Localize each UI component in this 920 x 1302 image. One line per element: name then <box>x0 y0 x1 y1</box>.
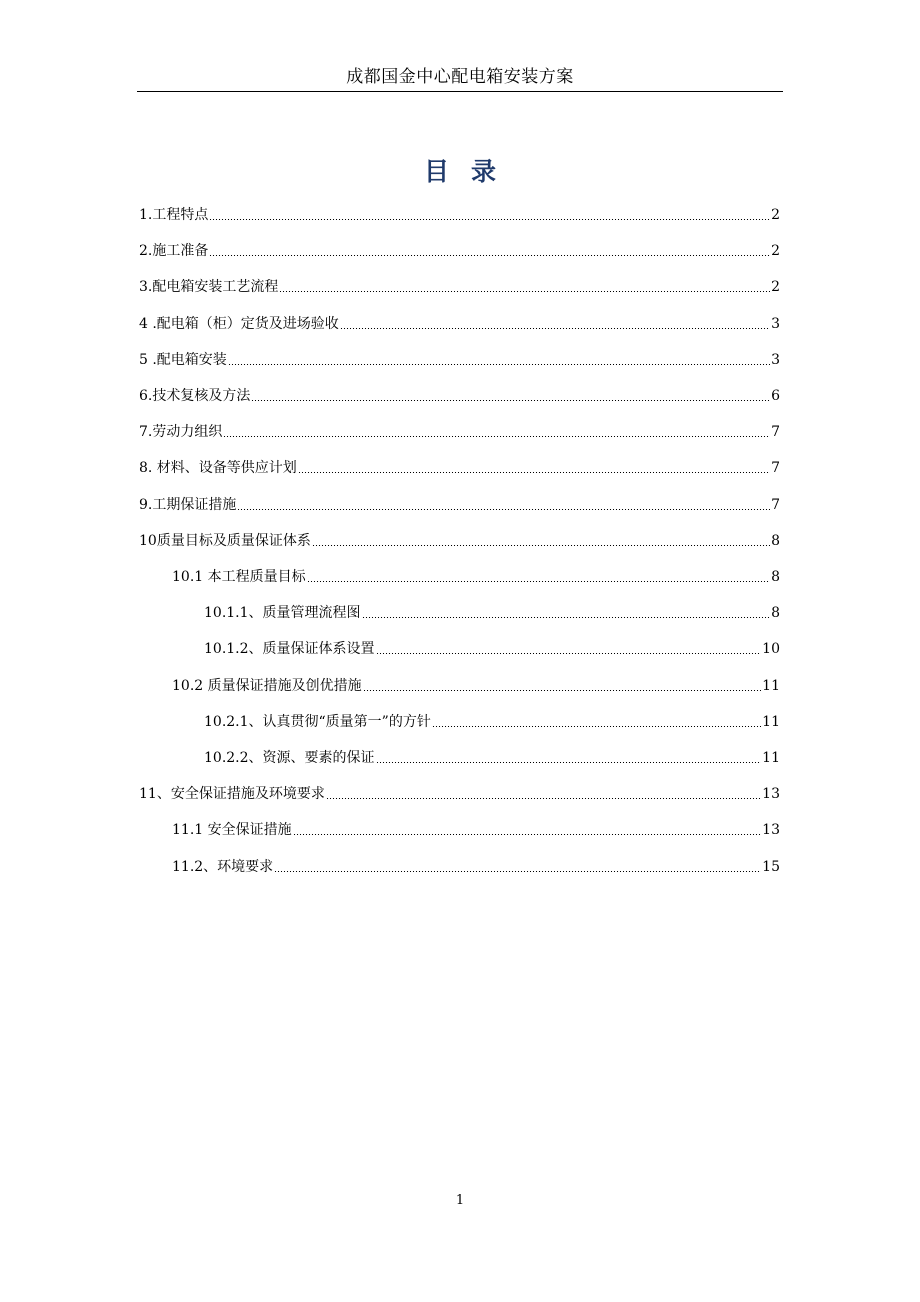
toc-entry-page-number: 8 <box>771 569 780 585</box>
toc-entry-label: 11.1 安全保证措施 <box>172 822 292 838</box>
dot-leader <box>209 255 770 256</box>
toc-entry-label: 10.2.1、认真贯彻“质量第一”的方针 <box>204 714 431 730</box>
toc-entry[interactable] <box>139 782 780 804</box>
toc-entry-label: 2.施工准备 <box>139 243 209 259</box>
toc-entry-page-number: 11 <box>762 714 780 730</box>
toc-entry-label: 1.工程特点 <box>139 207 209 223</box>
toc-entry-label: 6.技术复核及方法 <box>139 388 251 404</box>
dot-leader <box>237 509 770 510</box>
toc-entry[interactable] <box>139 493 780 515</box>
toc-entry-page-number: 7 <box>771 497 780 513</box>
dot-leader <box>279 291 770 292</box>
dot-leader <box>340 328 770 329</box>
dot-leader <box>363 690 762 691</box>
toc-entry-page-number: 7 <box>771 460 780 476</box>
toc-entry-page-number: 13 <box>762 786 780 802</box>
toc-entry[interactable] <box>139 384 780 406</box>
toc-entry[interactable] <box>139 312 780 334</box>
toc-entry-page-number: 11 <box>762 678 780 694</box>
toc-entry-page-number: 11 <box>762 750 780 766</box>
toc-entry[interactable] <box>204 601 780 623</box>
toc-entry-label: 10质量目标及质量保证体系 <box>139 533 311 549</box>
toc-entry[interactable] <box>172 855 780 877</box>
page-number: 1 <box>455 1193 465 1208</box>
toc-entry[interactable] <box>172 674 780 696</box>
dot-leader <box>223 436 770 437</box>
toc-entry-page-number: 3 <box>771 316 780 332</box>
toc-entry-label: 11、安全保证措施及环境要求 <box>139 786 325 802</box>
toc-entry[interactable] <box>139 239 780 261</box>
dot-leader <box>362 617 771 618</box>
dot-leader <box>274 871 761 872</box>
toc-entry[interactable] <box>204 710 780 732</box>
toc-entry-page-number: 8 <box>771 605 780 621</box>
dot-leader <box>209 219 770 220</box>
dot-leader <box>307 581 770 582</box>
toc-entry-label: 7.劳动力组织 <box>139 424 223 440</box>
toc-entry-page-number: 2 <box>771 207 780 223</box>
toc-entry-label: 10.1.1、质量管理流程图 <box>204 605 361 621</box>
dot-leader <box>326 798 761 799</box>
dot-leader <box>298 472 770 473</box>
toc-entry-page-number: 6 <box>771 388 780 404</box>
toc-entry-page-number: 3 <box>771 352 780 368</box>
dot-leader <box>251 400 770 401</box>
toc-entry[interactable] <box>139 420 780 442</box>
toc-entry-label: 11.2、环境要求 <box>172 859 274 875</box>
toc-entry-label: 3.配电箱安装工艺流程 <box>139 279 279 295</box>
toc-entry-label: 5 .配电箱安装 <box>139 352 227 368</box>
toc-entry[interactable] <box>139 456 780 478</box>
toc-entry-page-number: 2 <box>771 279 780 295</box>
dot-leader <box>376 762 762 763</box>
toc-entry-label: 9.工期保证措施 <box>139 497 237 513</box>
toc-entry-label: 10.1 本工程质量目标 <box>172 569 306 585</box>
toc-entry[interactable] <box>139 529 780 551</box>
toc-entry-page-number: 15 <box>762 859 780 875</box>
toc-entry[interactable] <box>204 637 780 659</box>
dot-leader <box>293 834 762 835</box>
dot-leader <box>228 364 770 365</box>
toc-entry-label: 8. 材料、设备等供应计划 <box>139 460 297 476</box>
toc-entry[interactable] <box>139 348 780 370</box>
running-header: 成都国金中心配电箱安装方案 <box>346 67 574 87</box>
toc-entry[interactable] <box>172 565 780 587</box>
toc-entry-page-number: 2 <box>771 243 780 259</box>
toc-entry-label: 10.2.2、资源、要素的保证 <box>204 750 375 766</box>
toc-entry-label: 10.1.2、质量保证体系设置 <box>204 641 375 657</box>
toc-entry[interactable] <box>204 746 780 768</box>
toc-entry-page-number: 10 <box>762 641 780 657</box>
toc-entry-label: 4 .配电箱（柜）定货及进场验收 <box>139 316 339 332</box>
dot-leader <box>376 653 762 654</box>
toc-entry[interactable] <box>172 818 780 840</box>
toc-entry[interactable] <box>139 275 780 297</box>
header-rule <box>137 91 783 92</box>
toc-entry-label: 10.2 质量保证措施及创优措施 <box>172 678 362 694</box>
toc-entry[interactable] <box>139 203 780 225</box>
toc-entry-page-number: 7 <box>771 424 780 440</box>
dot-leader <box>432 726 761 727</box>
toc-entry-page-number: 8 <box>771 533 780 549</box>
toc-title: 目录 <box>423 157 518 186</box>
toc-entry-page-number: 13 <box>762 822 780 838</box>
dot-leader <box>312 545 770 546</box>
